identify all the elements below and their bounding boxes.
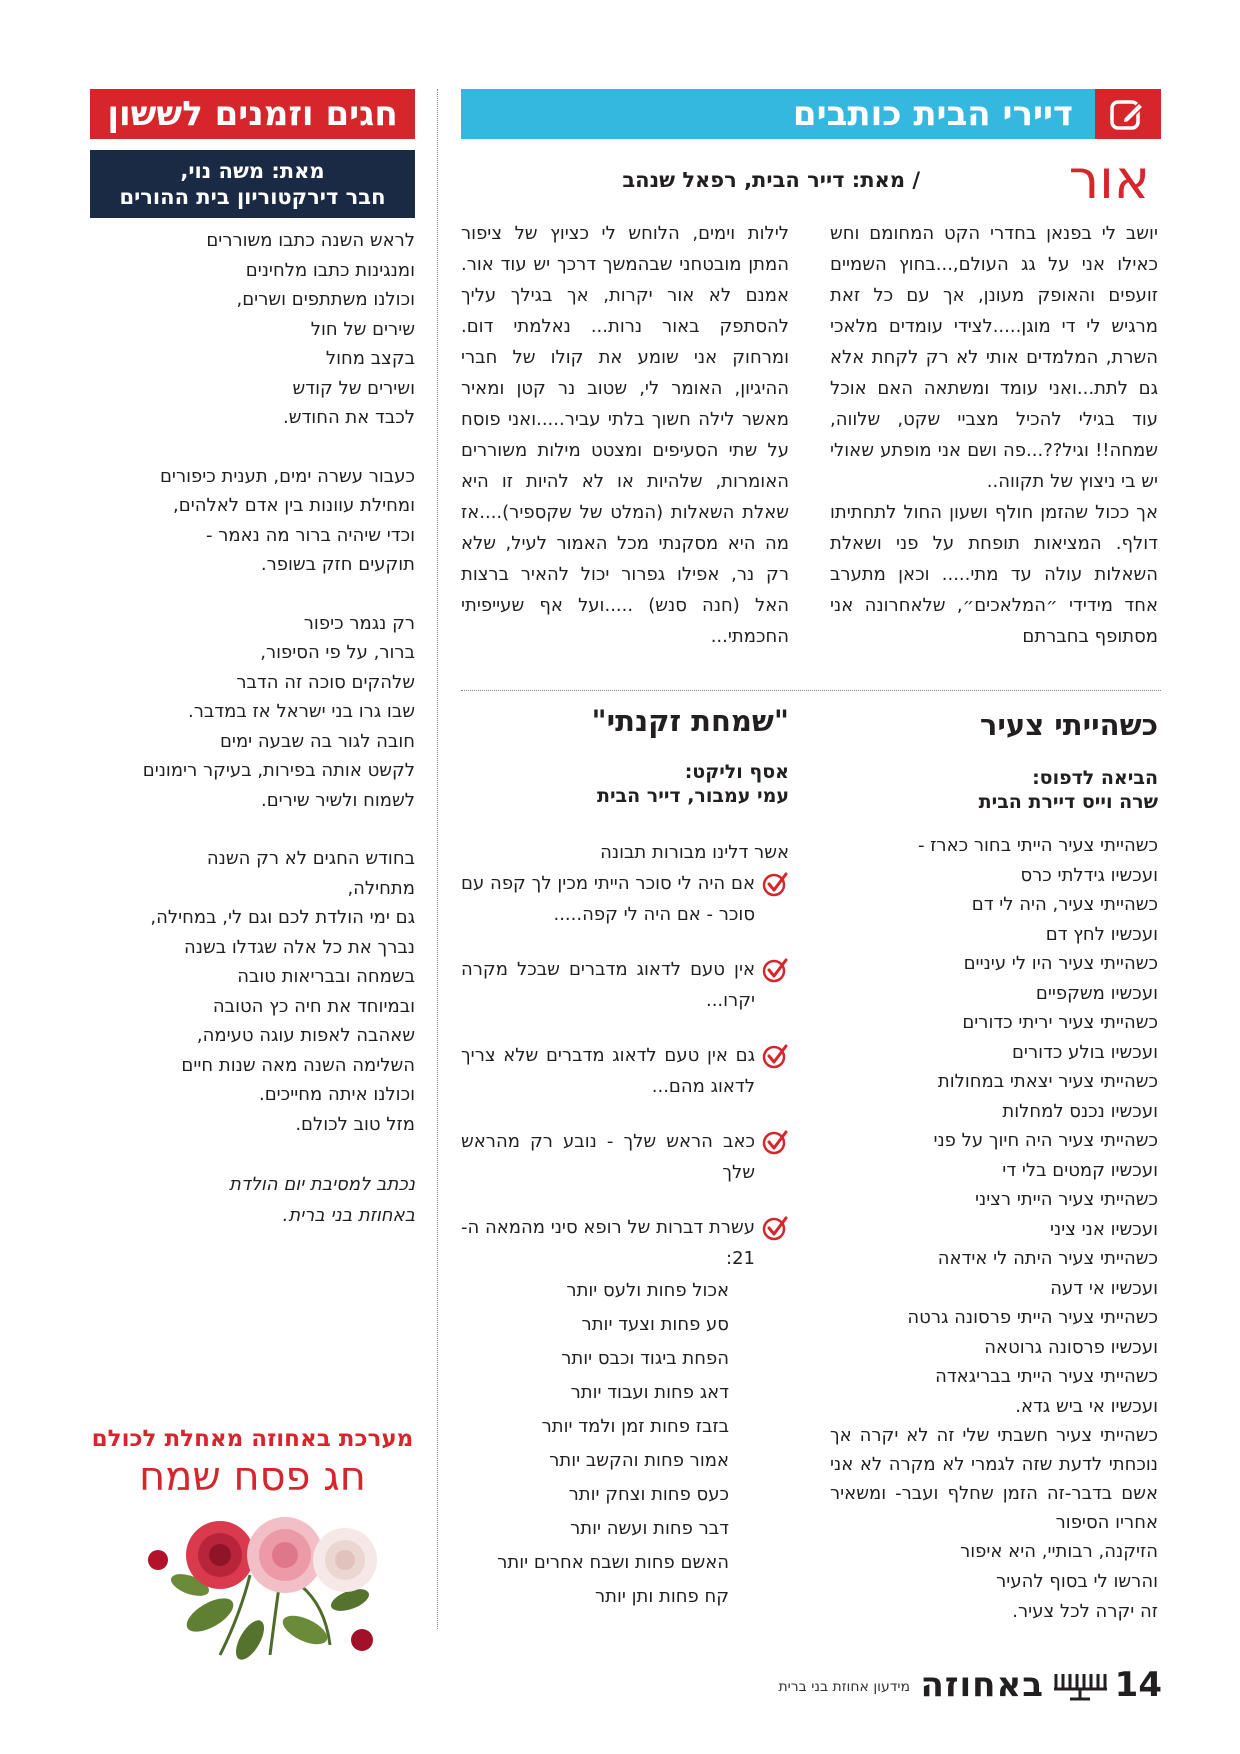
section-banner-title: דיירי הבית כותבים <box>792 94 1073 134</box>
credit-name: שרה וייס דיירת הבית <box>978 791 1158 813</box>
poem-line: כשהייתי צעיר הייתי רציני <box>975 1189 1158 1210</box>
list-item-text: אם היה לי סוכר הייתי מכין לך קפה עם סוכר - אם היה לי קפה..... <box>461 873 755 925</box>
paragraph: יושב לי בפנאן בחדרי הקט המחומם וחש כאילו אני על גג העולם,...בחוץ השמיים זועפים והאופק מעונן, אך עם כל זאת מרגיש לי די מוגן.....לצידי עומדים מלאכי השרת, המלמדים אותי לא רק לקחת אלא גם לתת...ואני עומד ומשתאה האם אוכל עוד בגילי להכיל מצביי שקט, שלווה, שמחה!! וגיל??...פה ושם אני מופתע שאולי יש בי ניצוץ של תקווה.. <box>830 223 1158 492</box>
article-body-right-column <box>830 218 1158 652</box>
poem-line: כשהייתי צעיר הייתי בחור כארז - <box>917 835 1158 856</box>
credit-name: עמי עמבור, דייר הבית <box>596 785 789 807</box>
page-footer <box>0 1662 1240 1712</box>
poem-line: והרשו לי בסוף להעיר <box>996 1571 1158 1592</box>
article-title-young: כשהייתי צעיר <box>979 708 1158 742</box>
list-item-text: אין טעם לדאוג מדברים שבכל מקרה יקרו... <box>461 959 755 1011</box>
poem-line: ועכשיו לחץ דם <box>1045 923 1158 945</box>
list-item-text: עשרת דברות של רופא סיני מהמאה ה- 21: <box>461 1217 755 1269</box>
article-byline-or: / מאת: דייר הבית, רפאל שנהב <box>622 168 920 192</box>
stanza <box>90 226 415 433</box>
holidays-poem <box>90 226 415 1231</box>
commandment-line: דאג פחות ועבוד יותר <box>570 1382 729 1403</box>
stanza <box>90 844 415 1139</box>
holidays-byline-box <box>90 150 415 218</box>
poem-line: רק נגמר כיפור <box>303 612 415 634</box>
list-item <box>461 1040 789 1102</box>
list-item-text: כאב הראש שלך - נובע רק מהראש שלך <box>461 1131 755 1183</box>
commandment-line: אכול פחות ולעס יותר <box>566 1280 729 1301</box>
commandment-line: האשם פחות ושבח אחרים יותר <box>497 1552 729 1573</box>
article-credit-joy <box>461 760 789 808</box>
stanza <box>90 609 415 816</box>
page-number: 14 <box>1114 1665 1162 1705</box>
poem-line: ועכשיו פרסונה גרוטאה <box>984 1336 1158 1358</box>
poem-line: שירים של חול <box>310 318 415 340</box>
poem-line: מתחילה, <box>347 877 415 899</box>
poem-young <box>830 831 1158 1627</box>
commandment-line: סע פחות וצעד יותר <box>581 1314 729 1335</box>
poem-line: לכבד את החודש. <box>282 407 415 428</box>
checkmark-icon <box>761 1214 789 1242</box>
commandment-line: דבר פחות ועשה יותר <box>570 1518 729 1539</box>
poem-line: וכולנו משתתפים ושרים, <box>236 289 415 310</box>
column-divider <box>437 89 438 1629</box>
poem-line: ברור, על פי הסיפור, <box>260 642 415 663</box>
roses-illustration <box>100 1505 410 1665</box>
poem-line: כשהייתי צעיר היתה לי אידאה <box>937 1248 1158 1269</box>
checkmark-icon <box>761 1042 789 1070</box>
poem-line: שאהבה לאפות עוגה טעימה, <box>196 1025 415 1046</box>
poem-ending: כשהייתי צעיר חשבתי שלי זה לא יקרה אך נוכחתי לדעת שזה לגמרי לא מקרה לא אני אשם בדבר-זה הזמן שחלף ועבר- ומשאיר אחריו הסיפור <box>830 1425 1158 1533</box>
credit-label: אסף וליקט: <box>684 761 789 783</box>
poem-line: זה יקרה לכל צעיר. <box>1012 1601 1158 1622</box>
section-banner-residents <box>461 89 1161 139</box>
holidays-author-role: חבר דירקטוריון בית ההורים <box>119 185 386 209</box>
poem-line: לראש השנה כתבו משוררים <box>206 230 415 251</box>
holiday-greeting <box>90 1424 415 1500</box>
poem-line: שלהקים סוכה זה הדבר <box>236 671 415 693</box>
magazine-subtitle: מידעון אחוזת בני ברית <box>778 1679 910 1695</box>
poem-line: וכולנו איתה מחייכים. <box>258 1084 415 1105</box>
poem-line: ועכשיו גידלתי כרס <box>1020 864 1158 886</box>
note-line: באחוזת בני ברית. <box>282 1205 415 1226</box>
poem-line: ועכשיו בולע כדורים <box>1011 1041 1158 1063</box>
poem-line: ומנגינות כתבו מלחינים <box>245 259 415 281</box>
poem-line: כעבור עשרה ימים, תענית כיפורים <box>159 465 415 487</box>
article-credit-young <box>830 766 1158 814</box>
poem-line: ועכשיו משקפיים <box>1035 982 1158 1004</box>
holidays-banner-title: חגים וזמנים לששון <box>107 94 398 134</box>
list-item <box>461 868 789 930</box>
poem-line: לשמוח ולשיר שירים. <box>260 789 415 811</box>
paragraph: אך ככול שהזמן חולף ושעון החול לתחתיתו דולף. המציאות תופחת על פני ושאלת השאלות עולה עד מתי..... וכאן מתערב אחד מידידי ״המלאכים״, שלאחרונה אני מסתופף בחברתם <box>830 502 1158 647</box>
poem-line: בקצב מחול <box>325 348 415 369</box>
list-item <box>461 954 789 1016</box>
paragraph: לילות וימים, הלוחש לי כציוץ של ציפור המתן מובטחני שבהמשך דרכך יש עוד אור. אמנם לא אור יקרות, אך בגילך עליך להסתפק באור נרות... נאלמתי דום. ומרחוק אני שומע את קולו של חברי ההיגיון, האומר לי, שטוב נר קטן ומאיר מאשר לילה חשוך בלתי עביר.....ואני פוסח על שתי הסעיפים ומצטט מילות משוררים האומרות, שלהיות או לא להיות זו היא שאלת השאלות (המלט של שקספיר)....אז מה היא מסקנתי מכל האמור לעיל, שלא רק נר, אפילו גפרור יכול להאיר ברצות האל (חנה סנש) .....ועל אף שעייפיתי החכמתי... <box>461 223 789 647</box>
poem-line: השלימה השנה מאה שנות חיים <box>181 1054 415 1076</box>
poem-line: שבו גרו בני ישראל אז במדבר. <box>187 701 415 722</box>
note-line: נכתב למסיבת יום הולדת <box>229 1174 415 1195</box>
poem-line: גם ימי הולדת לכם וגם לי, במחילה, <box>150 907 415 928</box>
article-body-left-column <box>461 218 789 652</box>
poem-line: ועכשיו קמטים בלי די <box>1002 1159 1158 1181</box>
poem-line: כשהייתי צעיר, היה לי דם <box>971 894 1158 915</box>
menorah-icon <box>1050 1670 1110 1702</box>
greeting-line: מערכת באחוזה מאחלת לכולם <box>91 1426 414 1452</box>
poem-line: כשהייתי צעיר יצאתי במחולות <box>937 1071 1158 1092</box>
article-title-joy: "שמחת זקנתי" <box>591 704 789 738</box>
commandment-line: הפחת ביגוד וכבס יותר <box>561 1348 729 1369</box>
poem-line: ועכשיו נכנס למחלות <box>1002 1100 1158 1122</box>
edit-icon <box>1095 89 1161 139</box>
poem-line: כשהייתי צעיר הייתי פרסונה גרטה <box>907 1307 1158 1328</box>
poem-note <box>90 1169 415 1231</box>
list-item <box>461 1212 789 1274</box>
list-item <box>461 1126 789 1188</box>
commandment-line: כעס פחות וצחק יותר <box>568 1484 729 1505</box>
poem-line: הזיקנה, רבותיי, היא איפור <box>960 1541 1158 1562</box>
greeting-headline: חג פסח שמח <box>139 1454 366 1500</box>
poem-line: כשהייתי צעיר יריתי כדורים <box>962 1012 1158 1033</box>
poem-line: ובמיוחד את חיה כץ הטובה <box>212 995 415 1017</box>
checkmark-icon <box>761 1128 789 1156</box>
list-item-text: גם אין טעם לדאוג מדברים שלא צריך לדאוג מהם... <box>461 1045 755 1097</box>
article-title-or: אור <box>1068 148 1150 211</box>
poem-line: מזל טוב לכולם. <box>295 1113 415 1135</box>
joy-intro: אשר דלינו מבורות תבונה <box>600 842 789 863</box>
poem-line: לקשט אותה בפירות, בעיקר רימונים <box>142 760 415 781</box>
poem-line: נברך את כל אלה שגדלו בשנה <box>184 936 415 958</box>
section-banner-holidays <box>90 89 415 139</box>
poem-line: כשהייתי צעיר הייתי בבריגאדה <box>935 1366 1158 1387</box>
poem-line: בחודש החגים לא רק השנה <box>206 848 415 869</box>
poem-line: כשהייתי צעיר היה חיוך על פני <box>933 1130 1158 1151</box>
poem-line: בשמחה ובבריאות טובה <box>237 966 415 987</box>
poem-line: חובה לגור בה שבעה ימים <box>219 730 415 752</box>
poem-line: ועכשיו אי ביש גדא. <box>1015 1395 1158 1417</box>
commandment-line: אמור פחות והקשב יותר <box>549 1450 729 1471</box>
poem-line: ועכשיו אי דעה <box>1050 1277 1158 1299</box>
commandment-line: קח פחות ותן יותר <box>595 1586 729 1607</box>
checkmark-icon <box>761 956 789 984</box>
poem-line: ושירים של קודש <box>292 377 415 399</box>
checkmark-icon <box>761 870 789 898</box>
joy-list <box>461 837 789 1614</box>
credit-label: הביאה לדפוס: <box>1032 767 1158 789</box>
stanza <box>90 462 415 580</box>
row-divider <box>461 690 1161 691</box>
poem-line: כשהייתי צעיר היו לי עיניים <box>963 953 1158 974</box>
holidays-author: מאת: משה נוי, <box>180 159 325 183</box>
poem-line: ועכשיו אני ציני <box>1049 1218 1158 1240</box>
poem-line: וכדי שיהיה ברור מה נאמר - <box>206 524 415 546</box>
commandment-line: בזבז פחות זמן ולמד יותר <box>541 1416 729 1437</box>
poem-line: תוקעים חזק בשופר. <box>260 554 415 575</box>
magazine-logo: באחוזה <box>920 1665 1044 1705</box>
poem-line: ומחילת עוונות בין אדם לאלהים, <box>173 495 415 516</box>
